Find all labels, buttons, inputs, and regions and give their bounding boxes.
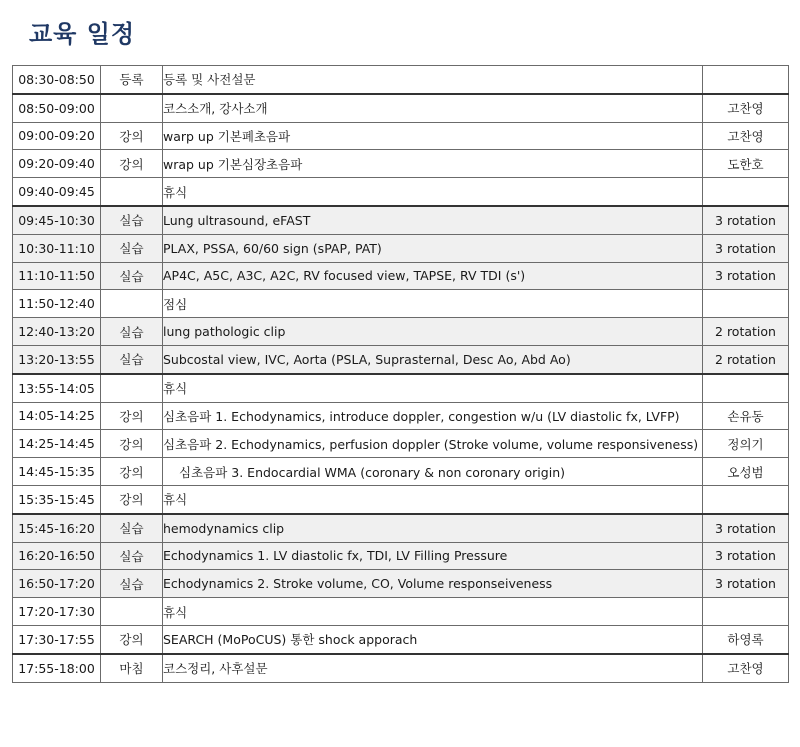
type-cell: 실습	[101, 206, 163, 234]
instructor-cell: 2 rotation	[703, 318, 789, 346]
type-cell: 실습	[101, 514, 163, 542]
time-cell: 10:30-11:10	[13, 234, 101, 262]
table-row	[13, 570, 789, 598]
instructor-cell: 하영록	[703, 625, 789, 653]
topic-cell: AP4C, A5C, A3C, A2C, RV focused view, TAPSE, RV TDI (s')	[163, 262, 703, 290]
topic-cell: Echodynamics 1. LV diastolic fx, TDI, LV Filling Pressure	[163, 542, 703, 570]
topic-cell: PLAX, PSSA, 60/60 sign (sPAP, PAT)	[163, 234, 703, 262]
time-cell: 08:30-08:50	[13, 66, 101, 94]
time-cell: 14:05-14:25	[13, 402, 101, 430]
topic-cell: 심초음파 1. Echodynamics, introduce doppler, congestion w/u (LV diastolic fx, LVFP)	[163, 402, 703, 430]
instructor-cell	[703, 485, 789, 513]
table-row	[13, 458, 789, 486]
type-cell	[101, 598, 163, 626]
instructor-cell: 고찬영	[703, 122, 789, 150]
time-cell: 11:10-11:50	[13, 262, 101, 290]
topic-cell: 휴식	[163, 178, 703, 206]
table-row	[13, 234, 789, 262]
instructor-cell: 정의기	[703, 430, 789, 458]
instructor-cell	[703, 374, 789, 402]
table-row	[13, 150, 789, 178]
type-cell: 실습	[101, 570, 163, 598]
instructor-cell: 도한호	[703, 150, 789, 178]
type-cell	[101, 178, 163, 206]
type-cell: 강의	[101, 458, 163, 486]
type-cell: 강의	[101, 122, 163, 150]
instructor-cell: 3 rotation	[703, 514, 789, 542]
type-cell: 강의	[101, 625, 163, 653]
table-row	[13, 262, 789, 290]
time-cell: 13:55-14:05	[13, 374, 101, 402]
type-cell: 실습	[101, 542, 163, 570]
topic-cell: 심초음파 2. Echodynamics, perfusion doppler (Stroke volume, volume responsiveness)	[163, 430, 703, 458]
time-cell: 14:25-14:45	[13, 430, 101, 458]
time-cell: 12:40-13:20	[13, 318, 101, 346]
type-cell	[101, 290, 163, 318]
topic-cell: 휴식	[163, 374, 703, 402]
time-cell: 16:50-17:20	[13, 570, 101, 598]
schedule-table	[12, 65, 789, 683]
table-row	[13, 598, 789, 626]
schedule-body	[13, 66, 789, 683]
time-cell: 09:00-09:20	[13, 122, 101, 150]
topic-cell: 코스정리, 사후설문	[163, 654, 703, 682]
topic-cell: wrap up 기본심장초음파	[163, 150, 703, 178]
topic-cell: 점심	[163, 290, 703, 318]
table-row	[13, 374, 789, 402]
type-cell: 강의	[101, 430, 163, 458]
type-cell: 등록	[101, 66, 163, 94]
time-cell: 17:20-17:30	[13, 598, 101, 626]
table-row	[13, 345, 789, 373]
time-cell: 15:35-15:45	[13, 485, 101, 513]
topic-cell: lung pathologic clip	[163, 318, 703, 346]
time-cell: 09:40-09:45	[13, 178, 101, 206]
instructor-cell: 손유동	[703, 402, 789, 430]
table-row	[13, 542, 789, 570]
table-row	[13, 514, 789, 542]
instructor-cell: 3 rotation	[703, 570, 789, 598]
type-cell	[101, 374, 163, 402]
table-row	[13, 485, 789, 513]
time-cell: 09:20-09:40	[13, 150, 101, 178]
topic-cell: 코스소개, 강사소개	[163, 94, 703, 122]
table-row	[13, 290, 789, 318]
instructor-cell: 3 rotation	[703, 206, 789, 234]
topic-cell: 휴식	[163, 485, 703, 513]
instructor-cell: 2 rotation	[703, 345, 789, 373]
type-cell: 마침	[101, 654, 163, 682]
time-cell: 11:50-12:40	[13, 290, 101, 318]
table-row	[13, 654, 789, 682]
table-row	[13, 318, 789, 346]
instructor-cell	[703, 290, 789, 318]
time-cell: 17:30-17:55	[13, 625, 101, 653]
type-cell: 실습	[101, 318, 163, 346]
type-cell: 실습	[101, 345, 163, 373]
type-cell: 실습	[101, 234, 163, 262]
table-row	[13, 625, 789, 653]
topic-cell: 심초음파 3. Endocardial WMA (coronary & non coronary origin)	[163, 458, 703, 486]
topic-cell: 휴식	[163, 598, 703, 626]
instructor-cell: 고찬영	[703, 94, 789, 122]
type-cell: 강의	[101, 150, 163, 178]
instructor-cell: 3 rotation	[703, 542, 789, 570]
time-cell: 17:55-18:00	[13, 654, 101, 682]
time-cell: 14:45-15:35	[13, 458, 101, 486]
instructor-cell	[703, 66, 789, 94]
topic-cell: Subcostal view, IVC, Aorta (PSLA, Suprasternal, Desc Ao, Abd Ao)	[163, 345, 703, 373]
table-row	[13, 66, 789, 94]
table-row	[13, 430, 789, 458]
instructor-cell	[703, 178, 789, 206]
time-cell: 13:20-13:55	[13, 345, 101, 373]
topic-cell: 등록 및 사전설문	[163, 66, 703, 94]
type-cell: 강의	[101, 402, 163, 430]
instructor-cell: 오성범	[703, 458, 789, 486]
instructor-cell: 고찬영	[703, 654, 789, 682]
time-cell: 16:20-16:50	[13, 542, 101, 570]
time-cell: 08:50-09:00	[13, 94, 101, 122]
instructor-cell: 3 rotation	[703, 234, 789, 262]
instructor-cell	[703, 598, 789, 626]
type-cell: 강의	[101, 485, 163, 513]
page-title: 교육 일정	[29, 20, 136, 48]
time-cell: 15:45-16:20	[13, 514, 101, 542]
type-cell: 실습	[101, 262, 163, 290]
topic-cell: hemodynamics clip	[163, 514, 703, 542]
table-row	[13, 402, 789, 430]
topic-cell: Lung ultrasound, eFAST	[163, 206, 703, 234]
time-cell: 09:45-10:30	[13, 206, 101, 234]
table-row	[13, 122, 789, 150]
topic-cell: warp up 기본폐초음파	[163, 122, 703, 150]
instructor-cell: 3 rotation	[703, 262, 789, 290]
topic-cell: Echodynamics 2. Stroke volume, CO, Volume responseiveness	[163, 570, 703, 598]
topic-cell: SEARCH (MoPoCUS) 통한 shock apporach	[163, 625, 703, 653]
table-row	[13, 178, 789, 206]
type-cell	[101, 94, 163, 122]
table-row	[13, 206, 789, 234]
table-row	[13, 94, 789, 122]
